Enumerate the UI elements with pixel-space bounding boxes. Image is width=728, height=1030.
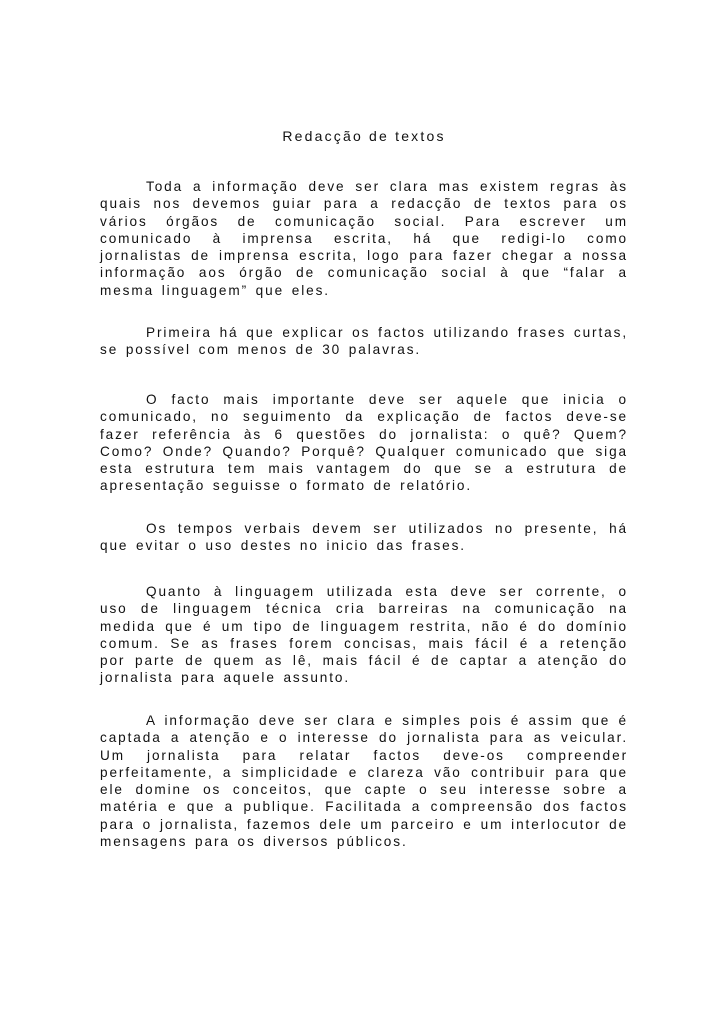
paragraph-main-fact: O facto mais importante deve ser aquele que inicia o comunicado, no seguimento da explicação de factos deve-se fazer referência às 6 questões do jornalista: o quê? Quem? Como? Onde? Quando? Porquê? Qualquer comunicado que siga esta estrutura tem mais vantagem do que se a estrutura de apresentação seguisse o formato de relatório. <box>100 392 628 494</box>
document-title: Redacção de textos <box>282 128 446 144</box>
paragraph-language: Quanto à linguagem utilizada esta deve ser corrente, o uso de linguagem técnica cria barreiras na comunicação na medida que é um tipo de linguagem restrita, não é do domínio comum. Se as frases forem concisas, mais fácil é a retenção por parte de quem as lê, mais fácil é de captar a atenção do jornalista para aquele assunto. <box>100 584 628 686</box>
paragraph-verb-tenses: Os tempos verbais devem ser utilizados no presente, há que evitar o uso destes no inicio das frases. <box>100 521 628 554</box>
paragraph-short-sentences: Primeira há que explicar os factos utilizando frases curtas, se possível com menos de 30 palavras. <box>100 325 628 358</box>
paragraph-information-rules: Toda a informação deve ser clara mas existem regras às quais nos devemos guiar para a redacção de textos para os vários órgãos de comunicação social. Para escrever um comunicado à imprensa escrita, há que redigi-lo como jornalistas de imprensa escrita, logo para fazer chegar a nossa informação aos órgão de comunicação social à que “falar a mesma linguagem” que eles. <box>100 179 628 298</box>
paragraph-clarity: A informação deve ser clara e simples pois é assim que é captada a atenção e o interesse do jornalista para as veicular. Um jornalista para relatar factos deve-os compreender perfeitamente, a simplicidade e clareza vão contribuir para que ele domine os conceitos, que capte o seu interesse sobre a matéria e que a publique. Facilitada a compreensão dos factos para o jornalista, fazemos dele um parceiro e um interlocutor de mensagens para os diversos públicos. <box>100 713 628 850</box>
document-page <box>100 0 628 1030</box>
